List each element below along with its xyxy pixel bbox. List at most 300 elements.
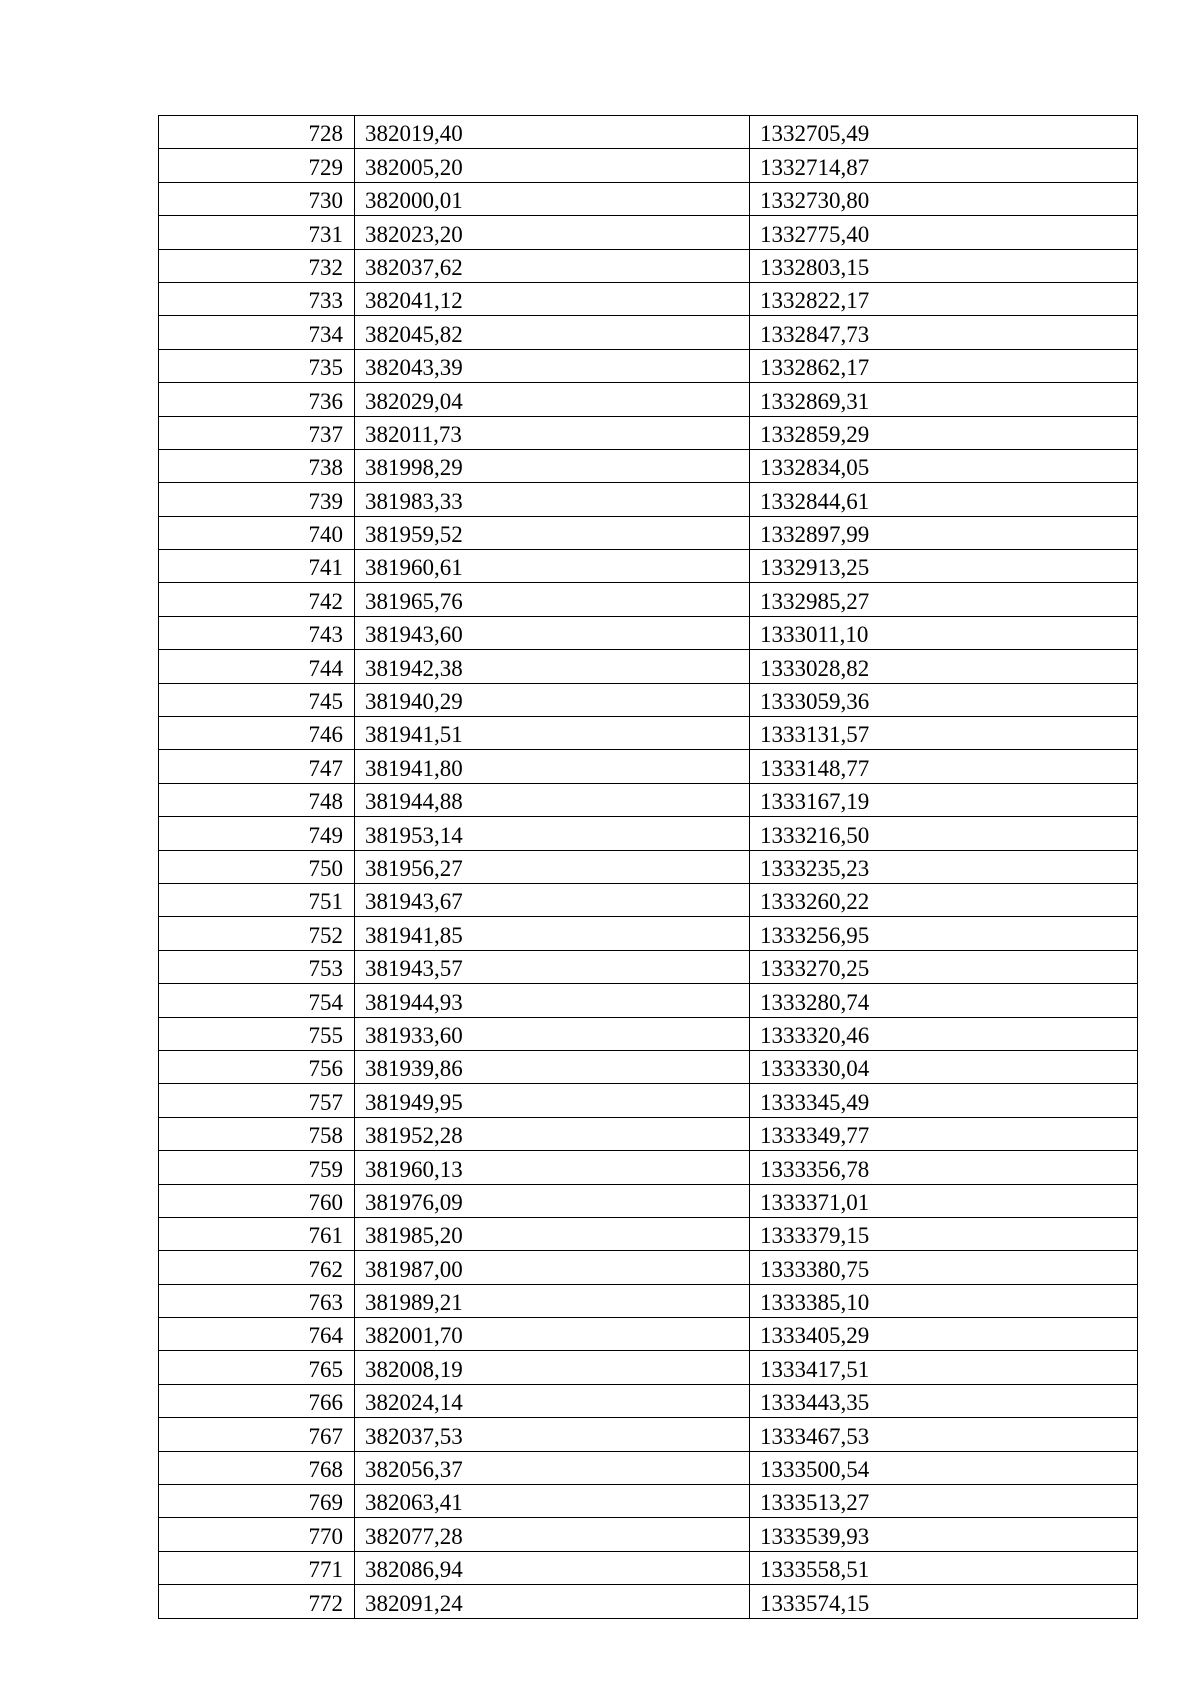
x-coordinate-cell bbox=[355, 1351, 750, 1384]
cell-text: 760 bbox=[308, 1189, 343, 1215]
y-coordinate-cell bbox=[750, 483, 1138, 516]
point-number-cell bbox=[159, 1551, 355, 1584]
cell-text: 1333148,77 bbox=[760, 755, 870, 781]
cell-text: 381944,93 bbox=[365, 989, 463, 1015]
point-number-cell bbox=[159, 883, 355, 916]
x-coordinate-cell bbox=[355, 1418, 750, 1451]
point-number-cell bbox=[159, 583, 355, 616]
cell-text: 1333349,77 bbox=[760, 1123, 870, 1149]
y-coordinate-cell bbox=[750, 850, 1138, 883]
cell-text: 382005,20 bbox=[365, 154, 463, 180]
point-number-cell bbox=[159, 1418, 355, 1451]
table-row bbox=[159, 1017, 1138, 1050]
cell-text: 381943,60 bbox=[365, 622, 463, 648]
table-row bbox=[159, 1284, 1138, 1317]
cell-text: 1333131,57 bbox=[760, 722, 870, 748]
y-coordinate-cell bbox=[750, 583, 1138, 616]
cell-text: 1333059,36 bbox=[760, 689, 870, 715]
x-coordinate-cell bbox=[355, 383, 750, 416]
cell-text: 1332862,17 bbox=[760, 355, 870, 381]
y-coordinate-cell bbox=[750, 1551, 1138, 1584]
cell-text: 381941,85 bbox=[365, 922, 463, 948]
cell-text: 1333235,23 bbox=[760, 855, 870, 881]
x-coordinate-cell bbox=[355, 1384, 750, 1417]
cell-text: 1332822,17 bbox=[760, 288, 870, 314]
point-number-cell bbox=[159, 650, 355, 683]
table-row bbox=[159, 349, 1138, 382]
table-row bbox=[159, 1217, 1138, 1250]
y-coordinate-cell bbox=[750, 516, 1138, 549]
x-coordinate-cell bbox=[355, 483, 750, 516]
point-number-cell bbox=[159, 1084, 355, 1117]
cell-text: 734 bbox=[308, 321, 343, 347]
cell-text: 732 bbox=[308, 254, 343, 280]
cell-text: 1333558,51 bbox=[760, 1557, 870, 1583]
cell-text: 1332714,87 bbox=[760, 154, 870, 180]
cell-text: 770 bbox=[308, 1523, 343, 1549]
point-number-cell bbox=[159, 1485, 355, 1518]
cell-text: 1333467,53 bbox=[760, 1423, 870, 1449]
cell-text: 1333345,49 bbox=[760, 1089, 870, 1115]
cell-text: 1332859,29 bbox=[760, 421, 870, 447]
x-coordinate-cell bbox=[355, 1017, 750, 1050]
cell-text: 742 bbox=[308, 588, 343, 614]
point-number-cell bbox=[159, 1117, 355, 1150]
x-coordinate-cell bbox=[355, 1318, 750, 1351]
y-coordinate-cell bbox=[750, 1384, 1138, 1417]
cell-text: 733 bbox=[308, 288, 343, 314]
table-row bbox=[159, 1050, 1138, 1083]
y-coordinate-cell bbox=[750, 917, 1138, 950]
cell-text: 1332844,61 bbox=[760, 488, 870, 514]
table-row bbox=[159, 783, 1138, 816]
cell-text: 765 bbox=[308, 1356, 343, 1382]
cell-text: 1332897,99 bbox=[760, 522, 870, 548]
cell-text: 381941,51 bbox=[365, 722, 463, 748]
cell-text: 382077,28 bbox=[365, 1523, 463, 1549]
cell-text: 381965,76 bbox=[365, 588, 463, 614]
table-row bbox=[159, 483, 1138, 516]
y-coordinate-cell bbox=[750, 216, 1138, 249]
cell-text: 381976,09 bbox=[365, 1189, 463, 1215]
table-row bbox=[159, 1151, 1138, 1184]
x-coordinate-cell bbox=[355, 717, 750, 750]
cell-text: 771 bbox=[308, 1557, 343, 1583]
y-coordinate-cell bbox=[750, 449, 1138, 482]
cell-text: 381952,28 bbox=[365, 1123, 463, 1149]
y-coordinate-cell bbox=[750, 316, 1138, 349]
y-coordinate-cell bbox=[750, 650, 1138, 683]
x-coordinate-cell bbox=[355, 550, 750, 583]
cell-text: 728 bbox=[308, 121, 343, 147]
cell-text: 763 bbox=[308, 1290, 343, 1316]
point-number-cell bbox=[159, 817, 355, 850]
x-coordinate-cell bbox=[355, 1518, 750, 1551]
point-number-cell bbox=[159, 783, 355, 816]
cell-text: 736 bbox=[308, 388, 343, 414]
table-row bbox=[159, 316, 1138, 349]
y-coordinate-cell bbox=[750, 1485, 1138, 1518]
cell-text: 750 bbox=[308, 855, 343, 881]
cell-text: 381942,38 bbox=[365, 655, 463, 681]
point-number-cell bbox=[159, 149, 355, 182]
x-coordinate-cell bbox=[355, 1050, 750, 1083]
point-number-cell bbox=[159, 1318, 355, 1351]
x-coordinate-cell bbox=[355, 1451, 750, 1484]
x-coordinate-cell bbox=[355, 683, 750, 716]
table-row bbox=[159, 1585, 1138, 1618]
point-number-cell bbox=[159, 316, 355, 349]
point-number-cell bbox=[159, 116, 355, 149]
x-coordinate-cell bbox=[355, 1184, 750, 1217]
x-coordinate-cell bbox=[355, 416, 750, 449]
cell-text: 1333371,01 bbox=[760, 1189, 870, 1215]
cell-text: 737 bbox=[308, 421, 343, 447]
point-number-cell bbox=[159, 483, 355, 516]
table-row bbox=[159, 1117, 1138, 1150]
cell-text: 747 bbox=[308, 755, 343, 781]
cell-text: 381960,13 bbox=[365, 1156, 463, 1182]
cell-text: 382037,62 bbox=[365, 254, 463, 280]
cell-text: 381989,21 bbox=[365, 1290, 463, 1316]
cell-text: 1333260,22 bbox=[760, 889, 870, 915]
point-number-cell bbox=[159, 1518, 355, 1551]
point-number-cell bbox=[159, 1251, 355, 1284]
x-coordinate-cell bbox=[355, 783, 750, 816]
cell-text: 1333513,27 bbox=[760, 1490, 870, 1516]
cell-text: 743 bbox=[308, 622, 343, 648]
cell-text: 382086,94 bbox=[365, 1557, 463, 1583]
y-coordinate-cell bbox=[750, 1084, 1138, 1117]
table-row bbox=[159, 282, 1138, 315]
cell-text: 1333280,74 bbox=[760, 989, 870, 1015]
y-coordinate-cell bbox=[750, 1451, 1138, 1484]
cell-text: 382041,12 bbox=[365, 288, 463, 314]
y-coordinate-cell bbox=[750, 416, 1138, 449]
cell-text: 1332869,31 bbox=[760, 388, 870, 414]
y-coordinate-cell bbox=[750, 282, 1138, 315]
y-coordinate-cell bbox=[750, 616, 1138, 649]
x-coordinate-cell bbox=[355, 282, 750, 315]
cell-text: 381949,95 bbox=[365, 1089, 463, 1115]
point-number-cell bbox=[159, 449, 355, 482]
cell-text: 382037,53 bbox=[365, 1423, 463, 1449]
table-row bbox=[159, 149, 1138, 182]
table-row bbox=[159, 917, 1138, 950]
cell-text: 764 bbox=[308, 1323, 343, 1349]
table-row bbox=[159, 1451, 1138, 1484]
cell-text: 1333028,82 bbox=[760, 655, 870, 681]
y-coordinate-cell bbox=[750, 383, 1138, 416]
table-row bbox=[159, 883, 1138, 916]
table-row bbox=[159, 1518, 1138, 1551]
point-number-cell bbox=[159, 1050, 355, 1083]
cell-text: 755 bbox=[308, 1022, 343, 1048]
coordinates-table bbox=[158, 115, 1138, 1619]
y-coordinate-cell bbox=[750, 1518, 1138, 1551]
point-number-cell bbox=[159, 1351, 355, 1384]
y-coordinate-cell bbox=[750, 1217, 1138, 1250]
table-row bbox=[159, 182, 1138, 215]
cell-text: 729 bbox=[308, 154, 343, 180]
y-coordinate-cell bbox=[750, 717, 1138, 750]
cell-text: 761 bbox=[308, 1223, 343, 1249]
cell-text: 1333379,15 bbox=[760, 1223, 870, 1249]
cell-text: 1333539,93 bbox=[760, 1523, 870, 1549]
cell-text: 740 bbox=[308, 522, 343, 548]
x-coordinate-cell bbox=[355, 349, 750, 382]
cell-text: 751 bbox=[308, 889, 343, 915]
cell-text: 766 bbox=[308, 1390, 343, 1416]
cell-text: 1333385,10 bbox=[760, 1290, 870, 1316]
point-number-cell bbox=[159, 182, 355, 215]
table-row bbox=[159, 516, 1138, 549]
x-coordinate-cell bbox=[355, 1284, 750, 1317]
table-row bbox=[159, 683, 1138, 716]
table-row bbox=[159, 1318, 1138, 1351]
y-coordinate-cell bbox=[750, 249, 1138, 282]
cell-text: 381943,57 bbox=[365, 956, 463, 982]
x-coordinate-cell bbox=[355, 1217, 750, 1250]
table-row bbox=[159, 1251, 1138, 1284]
cell-text: 381940,29 bbox=[365, 689, 463, 715]
cell-text: 1332985,27 bbox=[760, 588, 870, 614]
cell-text: 381941,80 bbox=[365, 755, 463, 781]
cell-text: 749 bbox=[308, 822, 343, 848]
cell-text: 381943,67 bbox=[365, 889, 463, 915]
y-coordinate-cell bbox=[750, 1318, 1138, 1351]
cell-text: 381987,00 bbox=[365, 1256, 463, 1282]
cell-text: 382056,37 bbox=[365, 1457, 463, 1483]
point-number-cell bbox=[159, 683, 355, 716]
table-row bbox=[159, 650, 1138, 683]
cell-text: 1332775,40 bbox=[760, 221, 870, 247]
point-number-cell bbox=[159, 616, 355, 649]
cell-text: 382091,24 bbox=[365, 1590, 463, 1616]
cell-text: 739 bbox=[308, 488, 343, 514]
cell-text: 731 bbox=[308, 221, 343, 247]
y-coordinate-cell bbox=[750, 1184, 1138, 1217]
point-number-cell bbox=[159, 516, 355, 549]
x-coordinate-cell bbox=[355, 149, 750, 182]
table-row bbox=[159, 1384, 1138, 1417]
x-coordinate-cell bbox=[355, 750, 750, 783]
cell-text: 741 bbox=[308, 555, 343, 581]
cell-text: 1333500,54 bbox=[760, 1457, 870, 1483]
table-row bbox=[159, 583, 1138, 616]
y-coordinate-cell bbox=[750, 149, 1138, 182]
table-row bbox=[159, 1351, 1138, 1384]
cell-text: 757 bbox=[308, 1089, 343, 1115]
cell-text: 381985,20 bbox=[365, 1223, 463, 1249]
table-row bbox=[159, 850, 1138, 883]
x-coordinate-cell bbox=[355, 583, 750, 616]
x-coordinate-cell bbox=[355, 182, 750, 215]
y-coordinate-cell bbox=[750, 1284, 1138, 1317]
x-coordinate-cell bbox=[355, 950, 750, 983]
x-coordinate-cell bbox=[355, 817, 750, 850]
cell-text: 382063,41 bbox=[365, 1490, 463, 1516]
cell-text: 382023,20 bbox=[365, 221, 463, 247]
cell-text: 1333216,50 bbox=[760, 822, 870, 848]
cell-text: 382001,70 bbox=[365, 1323, 463, 1349]
x-coordinate-cell bbox=[355, 249, 750, 282]
x-coordinate-cell bbox=[355, 449, 750, 482]
table-row bbox=[159, 616, 1138, 649]
cell-text: 1333405,29 bbox=[760, 1323, 870, 1349]
x-coordinate-cell bbox=[355, 883, 750, 916]
x-coordinate-cell bbox=[355, 1251, 750, 1284]
table-row bbox=[159, 1184, 1138, 1217]
point-number-cell bbox=[159, 216, 355, 249]
point-number-cell bbox=[159, 950, 355, 983]
cell-text: 381983,33 bbox=[365, 488, 463, 514]
cell-text: 382019,40 bbox=[365, 121, 463, 147]
x-coordinate-cell bbox=[355, 616, 750, 649]
table-row bbox=[159, 950, 1138, 983]
x-coordinate-cell bbox=[355, 316, 750, 349]
point-number-cell bbox=[159, 1384, 355, 1417]
table-row bbox=[159, 984, 1138, 1017]
y-coordinate-cell bbox=[750, 1050, 1138, 1083]
y-coordinate-cell bbox=[750, 950, 1138, 983]
point-number-cell bbox=[159, 416, 355, 449]
cell-text: 382045,82 bbox=[365, 321, 463, 347]
table-row bbox=[159, 216, 1138, 249]
point-number-cell bbox=[159, 1284, 355, 1317]
table-row bbox=[159, 550, 1138, 583]
point-number-cell bbox=[159, 750, 355, 783]
y-coordinate-cell bbox=[750, 750, 1138, 783]
cell-text: 1332847,73 bbox=[760, 321, 870, 347]
point-number-cell bbox=[159, 1217, 355, 1250]
cell-text: 769 bbox=[308, 1490, 343, 1516]
y-coordinate-cell bbox=[750, 1585, 1138, 1618]
cell-text: 772 bbox=[308, 1590, 343, 1616]
table-row bbox=[159, 817, 1138, 850]
point-number-cell bbox=[159, 282, 355, 315]
cell-text: 382000,01 bbox=[365, 188, 463, 214]
point-number-cell bbox=[159, 349, 355, 382]
x-coordinate-cell bbox=[355, 516, 750, 549]
coordinates-table-body bbox=[159, 116, 1138, 1619]
cell-text: 382029,04 bbox=[365, 388, 463, 414]
cell-text: 768 bbox=[308, 1457, 343, 1483]
cell-text: 735 bbox=[308, 355, 343, 381]
y-coordinate-cell bbox=[750, 1251, 1138, 1284]
cell-text: 381960,61 bbox=[365, 555, 463, 581]
point-number-cell bbox=[159, 917, 355, 950]
cell-text: 1333256,95 bbox=[760, 922, 870, 948]
cell-text: 1332803,15 bbox=[760, 254, 870, 280]
cell-text: 730 bbox=[308, 188, 343, 214]
x-coordinate-cell bbox=[355, 1084, 750, 1117]
point-number-cell bbox=[159, 249, 355, 282]
cell-text: 382024,14 bbox=[365, 1390, 463, 1416]
cell-text: 752 bbox=[308, 922, 343, 948]
cell-text: 758 bbox=[308, 1123, 343, 1149]
cell-text: 1333320,46 bbox=[760, 1022, 870, 1048]
y-coordinate-cell bbox=[750, 683, 1138, 716]
cell-text: 381998,29 bbox=[365, 455, 463, 481]
y-coordinate-cell bbox=[750, 817, 1138, 850]
x-coordinate-cell bbox=[355, 650, 750, 683]
cell-text: 1333330,04 bbox=[760, 1056, 870, 1082]
cell-text: 756 bbox=[308, 1056, 343, 1082]
cell-text: 1333443,35 bbox=[760, 1390, 870, 1416]
y-coordinate-cell bbox=[750, 116, 1138, 149]
point-number-cell bbox=[159, 850, 355, 883]
point-number-cell bbox=[159, 1451, 355, 1484]
cell-text: 753 bbox=[308, 956, 343, 982]
y-coordinate-cell bbox=[750, 1418, 1138, 1451]
table-row bbox=[159, 383, 1138, 416]
point-number-cell bbox=[159, 1151, 355, 1184]
point-number-cell bbox=[159, 1184, 355, 1217]
cell-text: 1333574,15 bbox=[760, 1590, 870, 1616]
cell-text: 381959,52 bbox=[365, 522, 463, 548]
table-row bbox=[159, 249, 1138, 282]
cell-text: 767 bbox=[308, 1423, 343, 1449]
cell-text: 382011,73 bbox=[365, 421, 462, 447]
y-coordinate-cell bbox=[750, 550, 1138, 583]
cell-text: 746 bbox=[308, 722, 343, 748]
x-coordinate-cell bbox=[355, 1117, 750, 1150]
x-coordinate-cell bbox=[355, 917, 750, 950]
cell-text: 1332705,49 bbox=[760, 121, 870, 147]
cell-text: 1332913,25 bbox=[760, 555, 870, 581]
y-coordinate-cell bbox=[750, 182, 1138, 215]
table-row bbox=[159, 116, 1138, 149]
cell-text: 759 bbox=[308, 1156, 343, 1182]
point-number-cell bbox=[159, 550, 355, 583]
cell-text: 382008,19 bbox=[365, 1356, 463, 1382]
cell-text: 1332834,05 bbox=[760, 455, 870, 481]
cell-text: 754 bbox=[308, 989, 343, 1015]
cell-text: 744 bbox=[308, 655, 343, 681]
y-coordinate-cell bbox=[750, 984, 1138, 1017]
y-coordinate-cell bbox=[750, 783, 1138, 816]
cell-text: 1333417,51 bbox=[760, 1356, 870, 1382]
x-coordinate-cell bbox=[355, 984, 750, 1017]
cell-text: 1333356,78 bbox=[760, 1156, 870, 1182]
cell-text: 381953,14 bbox=[365, 822, 463, 848]
y-coordinate-cell bbox=[750, 1117, 1138, 1150]
table-row bbox=[159, 1551, 1138, 1584]
x-coordinate-cell bbox=[355, 116, 750, 149]
y-coordinate-cell bbox=[750, 1351, 1138, 1384]
point-number-cell bbox=[159, 1585, 355, 1618]
cell-text: 1333270,25 bbox=[760, 956, 870, 982]
x-coordinate-cell bbox=[355, 1551, 750, 1584]
cell-text: 381933,60 bbox=[365, 1022, 463, 1048]
x-coordinate-cell bbox=[355, 1485, 750, 1518]
x-coordinate-cell bbox=[355, 850, 750, 883]
table-row bbox=[159, 1418, 1138, 1451]
x-coordinate-cell bbox=[355, 1151, 750, 1184]
y-coordinate-cell bbox=[750, 349, 1138, 382]
table-row bbox=[159, 717, 1138, 750]
table-row bbox=[159, 750, 1138, 783]
x-coordinate-cell bbox=[355, 1585, 750, 1618]
x-coordinate-cell bbox=[355, 216, 750, 249]
point-number-cell bbox=[159, 383, 355, 416]
cell-text: 381939,86 bbox=[365, 1056, 463, 1082]
cell-text: 382043,39 bbox=[365, 355, 463, 381]
cell-text: 381944,88 bbox=[365, 789, 463, 815]
cell-text: 381956,27 bbox=[365, 855, 463, 881]
y-coordinate-cell bbox=[750, 1151, 1138, 1184]
